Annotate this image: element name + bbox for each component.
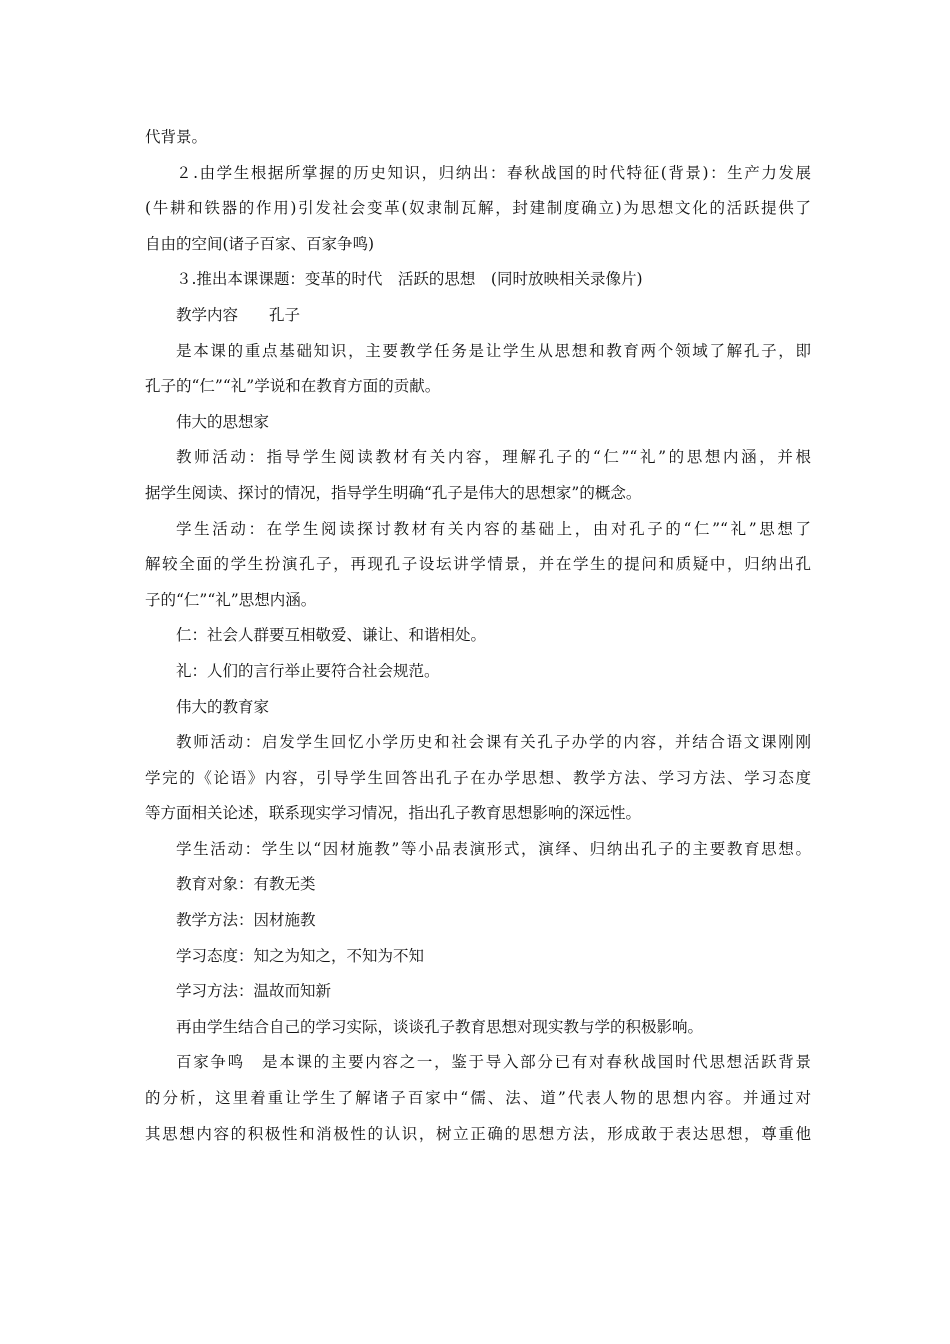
document-body bbox=[145, 120, 811, 1152]
text-line: 教师活动：指导学生阅读教材有关内容，理解孔子的“仁”“礼”的思想内涵，并根 bbox=[176, 448, 811, 467]
text-line: 百家争鸣 是本课的主要内容之一，鉴于导入部分已有对春秋战国时代思想活跃背景 bbox=[176, 1053, 811, 1072]
text-line: 据学生阅读、探讨的情况，指导学生明确“孔子是伟大的思想家”的概念。 bbox=[145, 483, 642, 502]
text-line: (牛耕和铁器的作用)引发社会变革(奴隶制瓦解，封建制度确立)为思想文化的活跃提供了 bbox=[145, 199, 811, 218]
text-line: 解较全面的学生扮演孔子，再现孔子设坛讲学情景，并在学生的提问和质疑中，归纳出孔 bbox=[145, 555, 811, 574]
text-line: 的分析，这里着重让学生了解诸子百家中“儒、法、道”代表人物的思想内容。并通过对 bbox=[145, 1089, 811, 1108]
text-line: 学完的《论语》内容，引导学生回答出孔子在办学思想、教学方法、学习方法、学习态度 bbox=[145, 768, 811, 787]
text-line: 教学方法：因材施教 bbox=[176, 911, 316, 930]
text-line: 伟大的教育家 bbox=[176, 697, 270, 716]
text-line: 教师活动：启发学生回忆小学历史和社会课有关孔子办学的内容，并结合语文课刚刚 bbox=[176, 733, 811, 752]
text-line: ３.推出本课课题：变革的时代 活跃的思想 (同时放映相关录像片) bbox=[176, 270, 643, 289]
text-line: 等方面相关论述，联系现实学习情况，指出孔子教育思想影响的深远性。 bbox=[145, 804, 642, 823]
text-line: 学习态度：知之为知之，不知为不知 bbox=[176, 946, 425, 965]
text-line: 教学内容 孔子 bbox=[176, 305, 301, 324]
text-line: 教育对象：有教无类 bbox=[176, 875, 316, 894]
text-line: 学习方法：温故而知新 bbox=[176, 982, 332, 1001]
text-line: 学生活动：学生以“因材施教”等小品表演形式，演绎、归纳出孔子的主要教育思想。 bbox=[176, 839, 811, 858]
text-line: 自由的空间(诸子百家、百家争鸣) bbox=[145, 234, 375, 253]
text-line: 其思想内容的积极性和消极性的认识，树立正确的思想方法，形成敢于表达思想，尊重他 bbox=[145, 1124, 811, 1143]
text-line: 再由学生结合自己的学习实际，谈谈孔子教育思想对现实教与学的积极影响。 bbox=[176, 1017, 704, 1036]
text-line: 代背景。 bbox=[145, 128, 208, 146]
text-line: 是本课的重点基础知识，主要教学任务是让学生从思想和教育两个领域了解孔子，即 bbox=[176, 341, 811, 360]
text-line: 子的“仁”“礼”思想内涵。 bbox=[145, 590, 317, 609]
text-line: 伟大的思想家 bbox=[176, 412, 270, 431]
text-line: 仁：社会人群要互相敬爱、谦让、和谐相处。 bbox=[176, 626, 487, 645]
text-line: 礼：人们的言行举止要符合社会规范。 bbox=[176, 661, 440, 680]
text-line: 学生活动：在学生阅读探讨教材有关内容的基础上，由对孔子的“仁”“礼”思想了 bbox=[176, 519, 811, 538]
text-line: 孔子的“仁”“礼”学说和在教育方面的贡献。 bbox=[145, 377, 441, 396]
text-line: ２.由学生根据所掌握的历史知识，归纳出：春秋战国的时代特征(背景)：生产力发展 bbox=[176, 163, 811, 182]
